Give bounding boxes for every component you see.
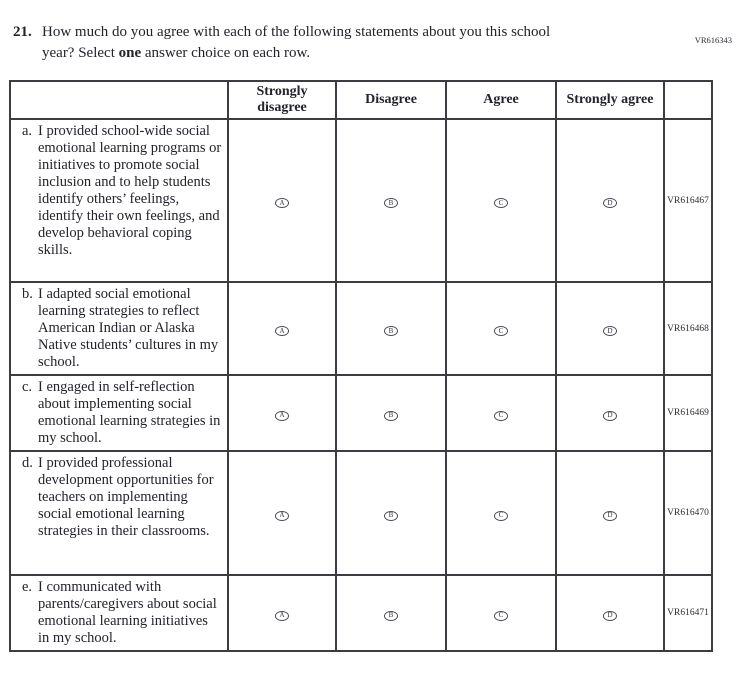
bubble-D[interactable] xyxy=(603,198,617,208)
bubble-B[interactable] xyxy=(384,511,398,521)
statement-row-c xyxy=(10,375,712,451)
bubble-letter: D xyxy=(607,198,613,207)
bubble-A[interactable] xyxy=(275,198,289,208)
question-block xyxy=(13,22,736,64)
option-cell-strongly-disagree xyxy=(228,575,336,651)
agreement-matrix-table xyxy=(9,80,713,652)
question-line2-bold: one xyxy=(118,45,142,61)
header-row xyxy=(10,81,712,119)
bubble-B[interactable] xyxy=(384,326,398,336)
bubble-D[interactable] xyxy=(603,326,617,336)
statement-cell xyxy=(10,451,228,575)
variable-code-cell: VR616467 xyxy=(664,119,712,282)
question-line2-post: answer choice on each row. xyxy=(141,45,311,61)
statement-text: I provided school-wide social emotional learning programs or initiatives to promote social inclusion and to help students identify others’ feelings, identify their own feelings, and develop behavioral coping skills. xyxy=(38,123,222,258)
statement-text: I engaged in self-reflection about implementing social emotional learning strategies in my school. xyxy=(38,379,221,446)
bubble-B[interactable] xyxy=(384,611,398,621)
row-letter: e. xyxy=(22,579,33,595)
option-cell-disagree xyxy=(336,119,446,282)
statement-row-e xyxy=(10,575,712,651)
bubble-letter: B xyxy=(388,611,394,619)
statement-cell xyxy=(10,575,228,651)
question-text xyxy=(42,22,550,64)
question-line2-pre: year? Select xyxy=(42,45,119,61)
bubble-letter: D xyxy=(607,611,613,619)
option-cell-strongly-disagree xyxy=(228,375,336,451)
option-cell-strongly-disagree xyxy=(228,119,336,282)
bubble-letter: C xyxy=(498,326,504,335)
variable-code-cell: VR616470 xyxy=(664,451,712,575)
statement-text: I adapted social emotional learning strategies to reflect American Indian or Alaska Native students’ cultures in my school. xyxy=(38,286,219,370)
option-cell-strongly-disagree xyxy=(228,282,336,375)
option-cell-agree xyxy=(446,575,556,651)
option-cell-disagree xyxy=(336,282,446,375)
option-cell-agree xyxy=(446,282,556,375)
question-number: 21. xyxy=(13,24,32,40)
bubble-letter: A xyxy=(279,411,285,419)
variable-code-cell: VR616469 xyxy=(664,375,712,451)
page-variable-code: VR616343 xyxy=(694,35,732,45)
bubble-letter: D xyxy=(607,511,613,519)
option-cell-strongly-agree xyxy=(556,451,664,575)
row-letter: d. xyxy=(22,455,33,471)
bubble-B[interactable] xyxy=(384,411,398,421)
option-cell-strongly-agree xyxy=(556,119,664,282)
bubble-letter: A xyxy=(279,326,285,335)
option-cell-disagree xyxy=(336,575,446,651)
statement-cell xyxy=(10,119,228,282)
statement-row-a xyxy=(10,119,712,282)
column-header-disagree: Disagree xyxy=(336,81,446,119)
option-cell-disagree xyxy=(336,375,446,451)
option-cell-strongly-agree xyxy=(556,575,664,651)
bubble-letter: B xyxy=(388,511,394,519)
bubble-D[interactable] xyxy=(603,411,617,421)
bubble-A[interactable] xyxy=(275,411,289,421)
variable-code-cell: VR616468 xyxy=(664,282,712,375)
option-cell-strongly-disagree xyxy=(228,451,336,575)
statement-column-header xyxy=(10,81,228,119)
variable-code-cell: VR616471 xyxy=(664,575,712,651)
bubble-letter: A xyxy=(279,611,285,619)
option-cell-strongly-agree xyxy=(556,282,664,375)
code-column-header xyxy=(664,81,712,119)
bubble-C[interactable] xyxy=(494,198,508,208)
statement-text: I communicated with parents/caregivers about social emotional learning initiatives in my school. xyxy=(38,579,217,646)
bubble-letter: B xyxy=(388,326,394,335)
row-letter: b. xyxy=(22,286,33,302)
statement-cell xyxy=(10,375,228,451)
row-letter: a. xyxy=(22,123,33,139)
bubble-letter: D xyxy=(607,326,613,335)
question-line1: How much do you agree with each of the following statements about you this school xyxy=(42,24,551,40)
column-header-strongly-disagree: Strongly disagree xyxy=(228,81,336,119)
bubble-letter: B xyxy=(388,411,394,419)
option-cell-agree xyxy=(446,119,556,282)
column-header-strongly-agree: Strongly agree xyxy=(556,81,664,119)
bubble-letter: C xyxy=(498,411,504,419)
option-cell-strongly-agree xyxy=(556,375,664,451)
bubble-C[interactable] xyxy=(494,411,508,421)
statement-row-b xyxy=(10,282,712,375)
row-letter: c. xyxy=(22,379,33,395)
bubble-letter: C xyxy=(498,198,504,207)
bubble-C[interactable] xyxy=(494,511,508,521)
statement-text: I provided professional development opportunities for teachers on implementing social emotional learning strategies in their classrooms. xyxy=(38,455,214,539)
bubble-letter: A xyxy=(279,511,285,519)
option-cell-disagree xyxy=(336,451,446,575)
bubble-D[interactable] xyxy=(603,511,617,521)
bubble-C[interactable] xyxy=(494,611,508,621)
bubble-letter: B xyxy=(388,198,394,207)
bubble-letter: C xyxy=(498,611,504,619)
bubble-D[interactable] xyxy=(603,611,617,621)
bubble-letter: D xyxy=(607,411,613,419)
statement-cell xyxy=(10,282,228,375)
option-cell-agree xyxy=(446,451,556,575)
bubble-A[interactable] xyxy=(275,326,289,336)
bubble-letter: C xyxy=(498,511,504,519)
option-cell-agree xyxy=(446,375,556,451)
statement-row-d xyxy=(10,451,712,575)
column-header-agree: Agree xyxy=(446,81,556,119)
bubble-letter: A xyxy=(279,198,285,207)
bubble-C[interactable] xyxy=(494,326,508,336)
bubble-B[interactable] xyxy=(384,198,398,208)
bubble-A[interactable] xyxy=(275,511,289,521)
bubble-A[interactable] xyxy=(275,611,289,621)
